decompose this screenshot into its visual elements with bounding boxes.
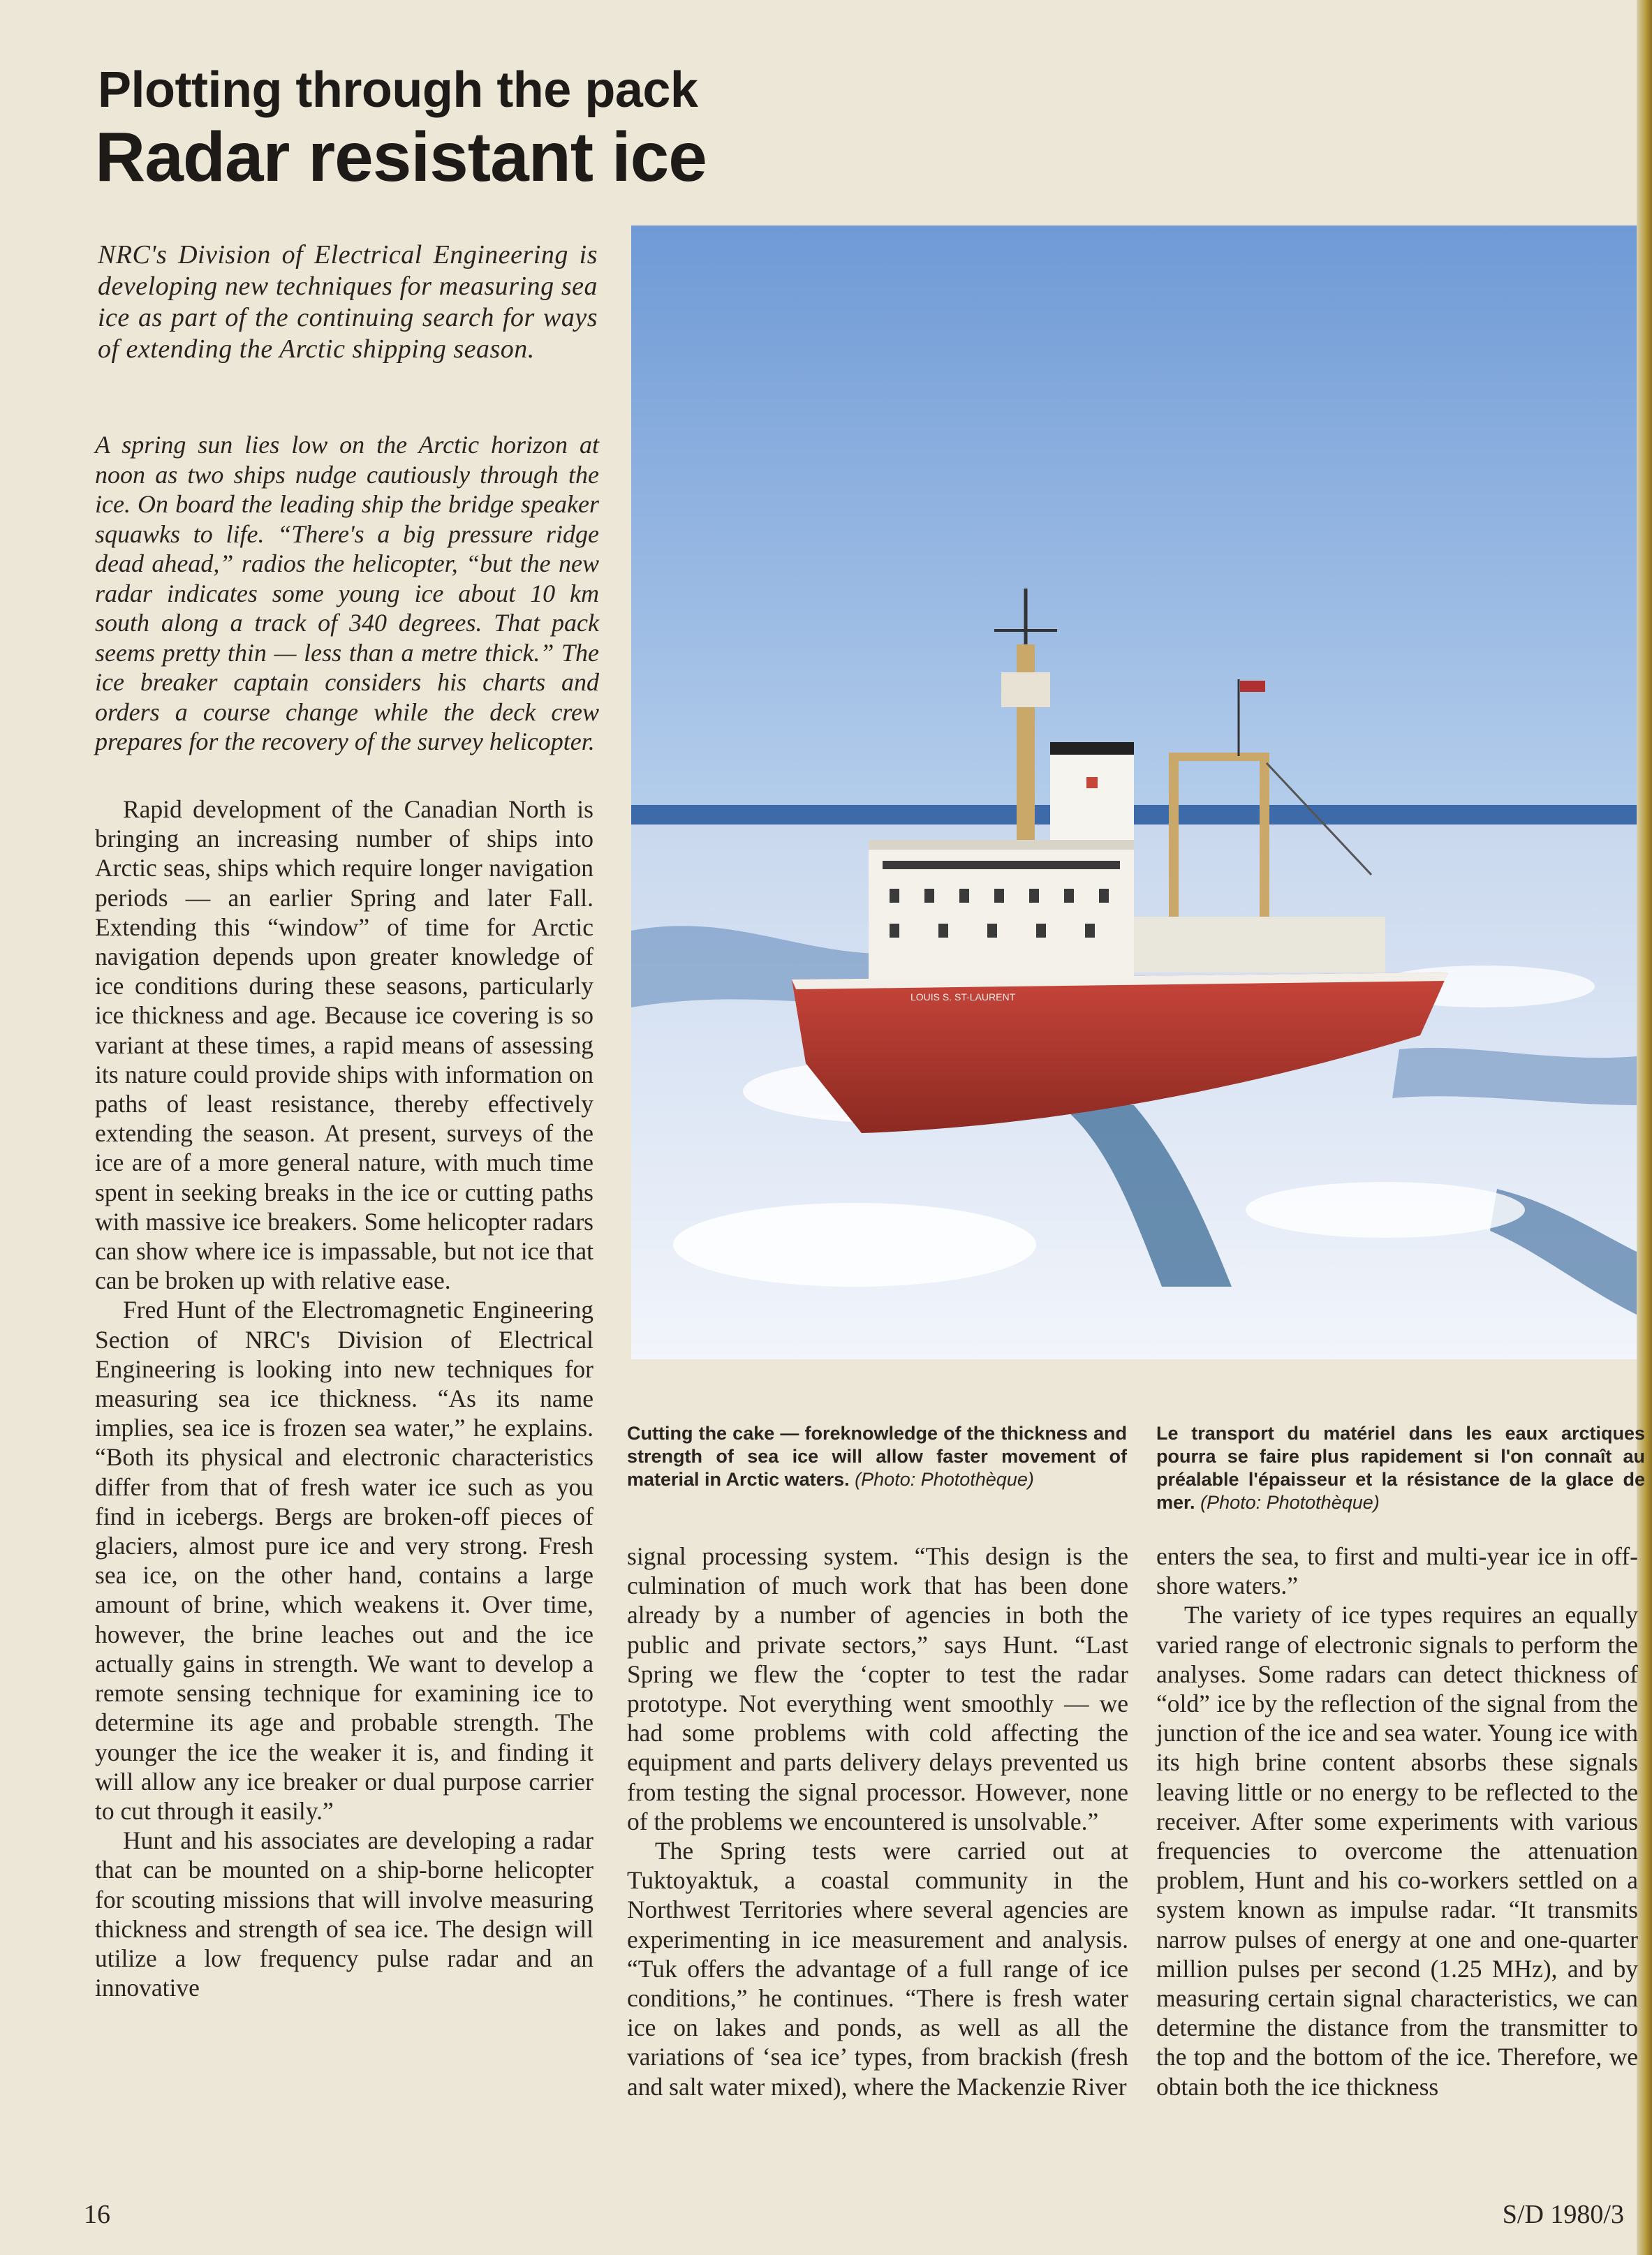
col1-paragraph: Hunt and his associates are developing a radar that can be mounted on a ship-borne helicopter for scouting missions that will involve measuring thickness and strength of sea ice. The design will utilize a low frequency pulse radar and an innovative: [95, 1826, 593, 2002]
caption-english-text: Cutting the cake — foreknowledge of the thickness and strength of sea ice will allow faster movement of material in Arctic waters.: [627, 1423, 1127, 1490]
col3-paragraph: The variety of ice types requires an equally varied range of electronic signals to perform the analyses. Some radars can detect thickness of “old” ice by the reflection of the signal from the junction of the ice and sea water. Young ice with its high brine content absorbs these signals leaving little or no energy to be reflected to the receiver. After some experiments with various frequencies to overcome the attenuation problem, Hunt and his co-workers settled on a system known as impulse radar. “It transmits narrow pulses of energy at one and one-quarter million pulses per second (1.25 MHz), and by measuring certain signal characteristics, we can determine the distance from the transmitter to the top and the bottom of the ice. Therefore, we obtain both the ice thickness: [1156, 1601, 1638, 2101]
col1-paragraph: Rapid development of the Canadian North is bringing an increasing number of ships into Arctic seas, ships which require longer navigation periods — an earlier Spring and later Fall. Extending this “window” of time for Arctic navigation depends upon greater knowledge of ice conditions during these seasons, particularly ice thickness and age. Because ice covering is so variant at these times, a rapid means of assessing its nature could provide ships with information on paths of least resistance, thereby effectively extending the season. At present, surveys of the ice are of a more general nature, with much time spent in seeking breaks in the ice or cutting paths with massive ice breakers. Some helicopter radars can show where ice is impassable, but not ice that can be broken up with relative ease.: [95, 795, 593, 1295]
page-number: 16: [84, 2200, 110, 2229]
caption-french-credit: (Photo: Photothèque): [1200, 1492, 1380, 1513]
caption-english-credit: (Photo: Photothèque): [855, 1469, 1034, 1490]
article-kicker: Plotting through the pack: [98, 62, 698, 118]
body-column-3: [1156, 1541, 1638, 2101]
article-deck: NRC's Division of Electrical Engineering is developing new techniques for measuring sea ice as part of the continuing search for ways of extending the Arctic shipping season.: [98, 240, 598, 364]
col3-paragraph: enters the sea, to first and multi-year ice in off-shore waters.”: [1156, 1542, 1638, 1600]
icebreaker-photo: [631, 226, 1637, 1359]
col2-paragraph: signal processing system. “This design is the culmination of much work that has been done already by a number of agencies in both the public and private sectors,” says Hunt. “Last Spring we flew the ‘copter to test the radar prototype. Not everything went smoothly — we had some problems with cold affecting the equipment and parts delivery delays prevented us from testing the signal processor. However, none of the problems we encountered is unsolvable.”: [627, 1542, 1128, 1835]
ship-name: LOUIS S. ST-LAURENT: [910, 991, 1016, 1003]
page-edge: [1637, 0, 1652, 2255]
article-lead: A spring sun lies low on the Arctic horizon at noon as two ships nudge cautiously through the ice. On board the leading ship the bridge speaker squawks to life. “There's a big pressure ridge dead ahead,” radios the helicopter, “but the new radar indicates some young ice about 10 km south along a track of 340 degrees. That pack seems pretty thin — less than a metre thick.” The ice breaker captain considers his charts and orders a course change while the deck crew prepares for the recovery of the survey helicopter.: [95, 431, 599, 755]
body-column-2: [627, 1541, 1128, 2101]
col2-paragraph: The Spring tests were carried out at Tuktoyaktuk, a coastal community in the Northwest Territories where several agencies are experimenting in ice measurement and analysis. “Tuk offers the advantage of a full range of ice conditions,” he continues. “There is fresh water ice on lakes and ponds, as well as all the variations of ‘sea ice’ types, from brackish (fresh and salt water mixed), where the Mackenzie River: [627, 1837, 1128, 2101]
caption-english: [627, 1422, 1127, 1491]
article-headline: Radar resistant ice: [95, 118, 707, 196]
col1-paragraph: Fred Hunt of the Electromagnetic Engineering Section of NRC's Division of Electrical Engineering is looking into new techniques for measuring sea ice thickness. “As its name implies, sea ice is frozen sea water,” he explains. “Both its physical and electronic characteristics differ from that of fresh water ice such as you find in icebergs. Bergs are broken-off pieces of glaciers, almost pure ice and very strong. Fresh sea ice, on the other hand, contains a large amount of brine, which weakens it. Over time, however, the brine leaches out and the ice actually gains in strength. We want to develop a remote sensing technique for examining ice to determine its age and probable strength. The younger the ice the weaker it is, and finding it will allow any ice breaker or dual purpose carrier to cut through it easily.”: [95, 1296, 593, 1825]
body-column-1: [95, 794, 593, 2002]
caption-french: [1156, 1422, 1645, 1514]
issue-label: S/D 1980/3: [1502, 2200, 1624, 2229]
caption-french-text: Le transport du matériel dans les eaux arctiques pourra se faire plus rapidement si l'on connaît au préalable l'épaisseur et la résistance de la glace de mer.: [1156, 1423, 1645, 1513]
